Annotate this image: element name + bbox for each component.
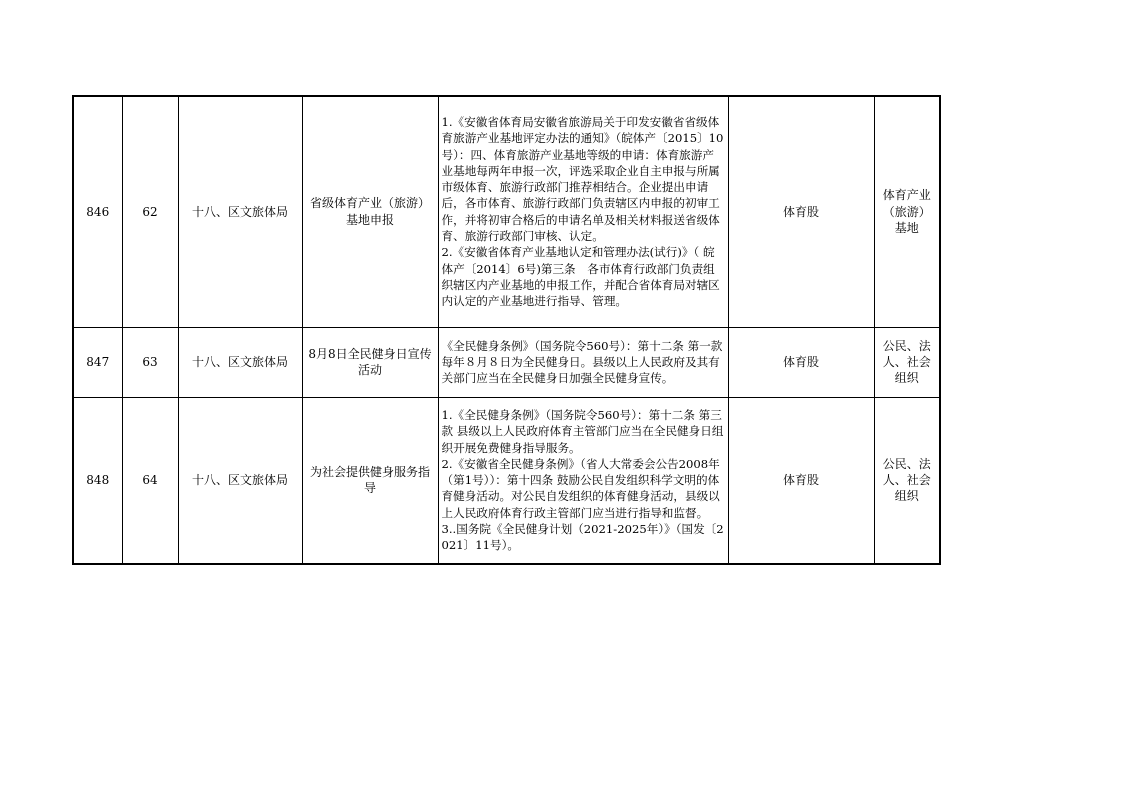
item-name-cell: 为社会提供健身服务指导 (302, 397, 438, 564)
basis-paragraph: 《全民健身条例》（国务院令560号）：第十二条 第一款 每年８月８日为全民健身日。县级以上人民政府及其有关部门应当在全民健身日加强全民健身宣传。 (441, 338, 723, 386)
item-name-cell: 省级体育产业（旅游）基地申报 (302, 96, 438, 327)
department-cell: 十八、区文旅体局 (178, 397, 302, 564)
basis-paragraph: 2.《安徽省体育产业基地认定和管理办法(试行)》（ 皖体产〔2014〕6号)第三条 各市体育行政部门负责组织辖区内产业基地的申报工作，并配合省体育局对辖区内认定的产业基地进行指导、管理。 (441, 245, 720, 309)
basis-cell (438, 327, 728, 397)
responsible-cell: 体育股 (728, 96, 874, 327)
basis-cell (438, 96, 728, 327)
subject-cell: 公民、法人、社会组织 (874, 327, 940, 397)
responsible-cell: 体育股 (728, 397, 874, 564)
data-table (72, 95, 941, 565)
basis-paragraph: 2.《安徽省全民健身条例》（省人大常委会公告2008年（第1号））：第十四条 鼓励公民自发组织科学文明的体育健身活动。对公民自发组织的体育健身活动，县级以上人民政府体育行政主管部门应当进行指导和监督。 (441, 456, 720, 520)
responsible-cell: 体育股 (728, 327, 874, 397)
department-cell: 十八、区文旅体局 (178, 327, 302, 397)
seq-cell: 847 (73, 327, 122, 397)
sub-seq-cell: 63 (122, 327, 178, 397)
basis-paragraph: 1.《全民健身条例》（国务院令560号）：第十二条 第三款 县级以上人民政府体育主管部门应当在全民健身日组织开展免费健身指导服务。 (441, 407, 724, 455)
seq-cell: 848 (73, 397, 122, 564)
subject-cell: 体育产业（旅游）基地 (874, 96, 940, 327)
table-row (73, 96, 940, 327)
subject-cell: 公民、法人、社会组织 (874, 397, 940, 564)
basis-cell (438, 397, 728, 564)
seq-cell: 846 (73, 96, 122, 327)
table-row (73, 397, 940, 564)
department-cell: 十八、区文旅体局 (178, 96, 302, 327)
sub-seq-cell: 62 (122, 96, 178, 327)
item-name-cell: 8月8日全民健身日宣传活动 (302, 327, 438, 397)
table-row (73, 327, 940, 397)
sub-seq-cell: 64 (122, 397, 178, 564)
basis-paragraph: 1.《安徽省体育局安徽省旅游局关于印发安徽省省级体育旅游产业基地评定办法的通知》（皖体产〔2015〕10号）：四、体育旅游产业基地等级的申请：体育旅游产业基地每两年申报一次，评选采取企业自主申报与所属市级体育、旅游行政部门推荐相结合。企业提出申请后，各市体育、旅游行政部门负责辖区内申报的初审工作，并将初审合格后的申请名单及相关材料报送省级体育、旅游行政部门审核、认定。 (441, 114, 724, 244)
basis-paragraph: 3..国务院《全民健身计划（2021-2025年）》（国发〔2021〕11号）。 (441, 521, 724, 553)
